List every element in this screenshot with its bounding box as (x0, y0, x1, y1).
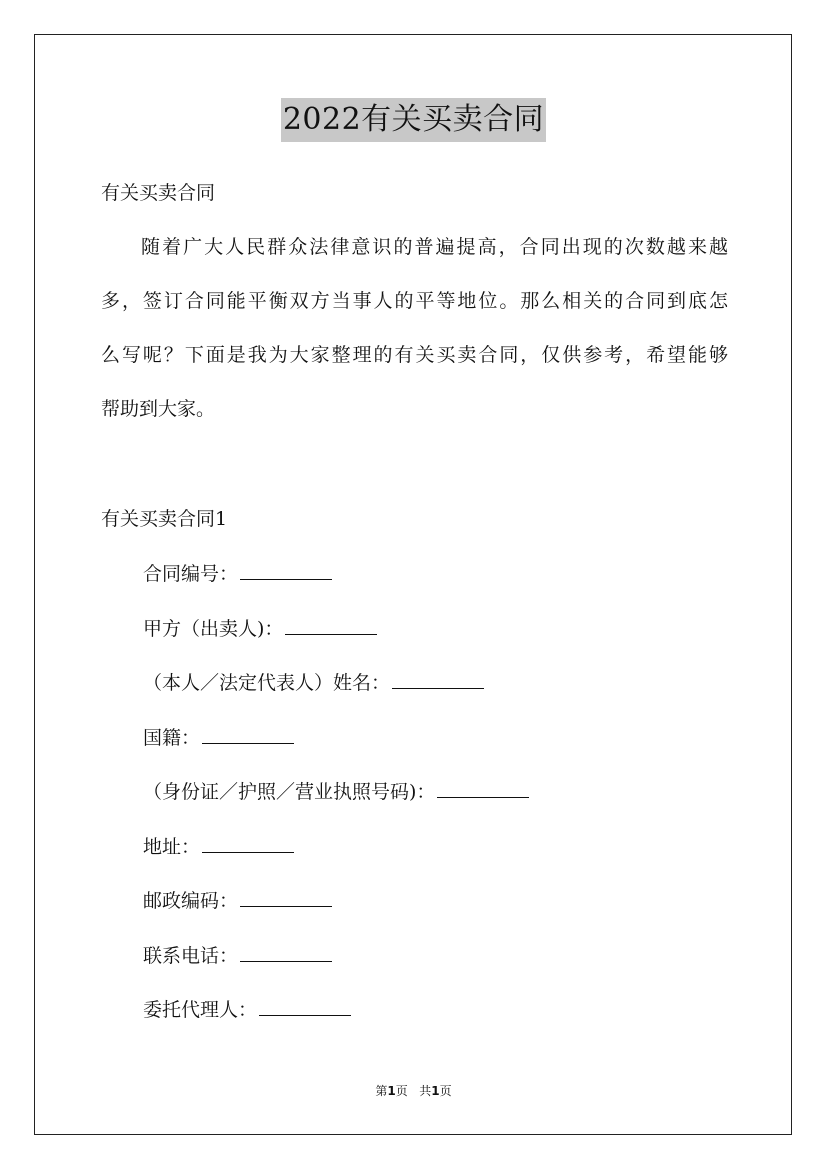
fill-in-blank[interactable] (285, 615, 377, 635)
field-postal-code (143, 887, 529, 942)
field-label: 甲方（出卖人)： (143, 617, 284, 640)
page-number: 1 (387, 1084, 396, 1098)
intro-paragraph (101, 234, 728, 450)
page-suffix: 页 (395, 1084, 408, 1098)
intro-heading: 有关买卖合同 (101, 182, 216, 204)
fill-in-blank[interactable] (202, 724, 294, 744)
field-label: 邮政编码： (143, 890, 239, 912)
paragraph-line: 多，签订合同能平衡双方当事人的平等地位。那么相关的合同到底怎 (101, 290, 728, 312)
field-id-number (143, 778, 529, 833)
field-phone (143, 942, 529, 997)
field-label: 地址： (143, 835, 201, 858)
field-representative-name (143, 669, 529, 724)
document-title: 2022有关买卖合同 (281, 98, 546, 142)
paragraph-line: 么写呢？下面是我为大家整理的有关买卖合同，仅供参考，希望能够 (101, 344, 728, 366)
section-heading: 有关买卖合同1 (101, 508, 228, 530)
fill-in-blank[interactable] (437, 778, 529, 798)
field-label: 合同编号： (143, 563, 239, 585)
field-label: （本人／法定代表人）姓名： (143, 672, 391, 694)
page-footer (0, 1083, 827, 1099)
field-label: （身份证／护照／营业执照号码)： (143, 781, 436, 803)
field-label: 委托代理人： (143, 999, 258, 1021)
field-label: 国籍： (143, 726, 201, 749)
title-container (0, 98, 827, 142)
fill-in-blank[interactable] (202, 833, 294, 853)
field-contract-number (143, 560, 529, 615)
paragraph-line: 随着广大人民群众法律意识的普遍提高，合同出现的次数越来越 (141, 236, 728, 258)
total-prefix: 共 (419, 1084, 432, 1098)
field-nationality (143, 724, 529, 779)
field-agent (143, 996, 529, 1051)
fill-in-blank[interactable] (259, 996, 351, 1016)
fill-in-blank[interactable] (240, 560, 332, 580)
page-prefix: 第 (375, 1084, 388, 1098)
paragraph-line: 帮助到大家。 (101, 398, 216, 420)
field-label: 联系电话： (143, 944, 239, 967)
field-party-a (143, 615, 529, 670)
fill-in-blank[interactable] (240, 887, 332, 907)
total-suffix: 页 (439, 1084, 452, 1098)
field-address (143, 833, 529, 888)
fill-in-blank[interactable] (392, 669, 484, 689)
total-pages: 1 (431, 1084, 440, 1098)
contract-fields (143, 560, 529, 1051)
fill-in-blank[interactable] (240, 942, 332, 962)
